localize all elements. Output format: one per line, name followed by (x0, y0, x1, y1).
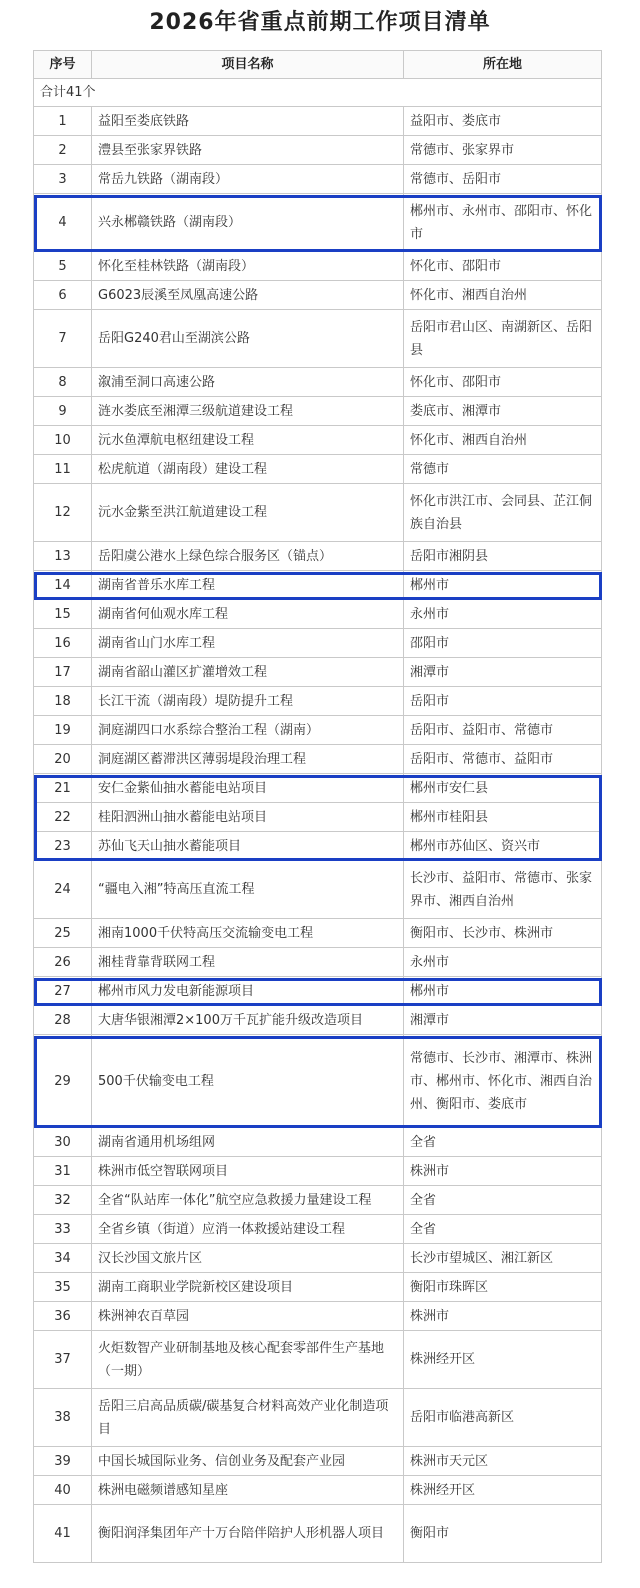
project-location: 郴州市、永州市、邵阳市、怀化市 (404, 194, 602, 252)
project-location: 全省 (404, 1128, 602, 1157)
table-row (34, 107, 602, 136)
project-location: 怀化市、湘西自治州 (404, 426, 602, 455)
project-location: 益阳市、娄底市 (404, 107, 602, 136)
project-location: 株洲市天元区 (404, 1447, 602, 1476)
row-number: 17 (34, 658, 92, 687)
table-row (34, 1244, 602, 1273)
project-location: 郴州市桂阳县 (404, 803, 602, 832)
header-no: 序号 (34, 51, 92, 79)
table-row (34, 1331, 602, 1389)
row-number: 7 (34, 310, 92, 368)
project-location: 岳阳市君山区、南湖新区、岳阳县 (404, 310, 602, 368)
row-number: 1 (34, 107, 92, 136)
header-name: 项目名称 (92, 51, 404, 79)
row-number: 25 (34, 919, 92, 948)
project-location: 郴州市安仁县 (404, 774, 602, 803)
table-row (34, 774, 602, 803)
table-row (34, 165, 602, 194)
table-row (34, 1035, 602, 1128)
total-row (34, 79, 602, 107)
project-location: 全省 (404, 1186, 602, 1215)
table-row (34, 629, 602, 658)
project-location: 岳阳市临港高新区 (404, 1389, 602, 1447)
project-location: 娄底市、湘潭市 (404, 397, 602, 426)
table-row (34, 310, 602, 368)
project-name: 岳阳虞公港水上绿色综合服务区（锚点） (92, 542, 404, 571)
project-name: 株洲神农百草园 (92, 1302, 404, 1331)
project-location: 怀化市、邵阳市 (404, 252, 602, 281)
row-number: 41 (34, 1505, 92, 1563)
table-row (34, 745, 602, 774)
row-number: 38 (34, 1389, 92, 1447)
project-location: 郴州市 (404, 977, 602, 1006)
row-number: 29 (34, 1035, 92, 1128)
project-name: 湖南工商职业学院新校区建设项目 (92, 1273, 404, 1302)
total-count: 合计41个 (34, 79, 602, 107)
row-number: 23 (34, 832, 92, 861)
table-row (34, 1302, 602, 1331)
row-number: 24 (34, 861, 92, 919)
project-location: 株洲市 (404, 1302, 602, 1331)
project-name: 湘南1000千伏特高压交流输变电工程 (92, 919, 404, 948)
table-row (34, 803, 602, 832)
row-number: 4 (34, 194, 92, 252)
table-row (34, 252, 602, 281)
row-number: 40 (34, 1476, 92, 1505)
project-location: 岳阳市湘阴县 (404, 542, 602, 571)
project-name: 株洲电磁频谱感知星座 (92, 1476, 404, 1505)
project-name: 桂阳泗洲山抽水蓄能电站项目 (92, 803, 404, 832)
row-number: 34 (34, 1244, 92, 1273)
project-name: 常岳九铁路（湖南段） (92, 165, 404, 194)
row-number: 2 (34, 136, 92, 165)
project-location: 岳阳市、益阳市、常德市 (404, 716, 602, 745)
row-number: 13 (34, 542, 92, 571)
row-number: 32 (34, 1186, 92, 1215)
project-name: 涟水娄底至湘潭三级航道建设工程 (92, 397, 404, 426)
row-number: 15 (34, 600, 92, 629)
project-location: 邵阳市 (404, 629, 602, 658)
row-number: 27 (34, 977, 92, 1006)
project-name: 沅水鱼潭航电枢纽建设工程 (92, 426, 404, 455)
project-location: 株洲经开区 (404, 1476, 602, 1505)
project-location: 常德市、岳阳市 (404, 165, 602, 194)
table-row (34, 948, 602, 977)
table-row (34, 1273, 602, 1302)
project-location: 岳阳市、常德市、益阳市 (404, 745, 602, 774)
project-name: 沅水金紫至洪江航道建设工程 (92, 484, 404, 542)
table-row (34, 1447, 602, 1476)
table-row (34, 397, 602, 426)
row-number: 31 (34, 1157, 92, 1186)
project-name: 500千伏输变电工程 (92, 1035, 404, 1128)
row-number: 16 (34, 629, 92, 658)
project-location: 衡阳市、长沙市、株洲市 (404, 919, 602, 948)
project-name: 湖南省普乐水库工程 (92, 571, 404, 600)
table-row (34, 1505, 602, 1563)
table-row (34, 571, 602, 600)
project-name: 苏仙飞天山抽水蓄能项目 (92, 832, 404, 861)
project-location: 常德市、长沙市、湘潭市、株洲市、郴州市、怀化市、湘西自治州、衡阳市、娄底市 (404, 1035, 602, 1128)
project-name: 株洲市低空智联网项目 (92, 1157, 404, 1186)
row-number: 22 (34, 803, 92, 832)
project-name: 全省“队站库一体化”航空应急救援力量建设工程 (92, 1186, 404, 1215)
table-row (34, 1215, 602, 1244)
project-location: 怀化市、邵阳市 (404, 368, 602, 397)
project-location: 湘潭市 (404, 658, 602, 687)
project-name: 安仁金紫仙抽水蓄能电站项目 (92, 774, 404, 803)
project-location: 衡阳市 (404, 1505, 602, 1563)
table-row (34, 194, 602, 252)
project-name: 溆浦至洞口高速公路 (92, 368, 404, 397)
project-location: 株洲经开区 (404, 1331, 602, 1389)
table-row (34, 658, 602, 687)
row-number: 11 (34, 455, 92, 484)
table-row (34, 716, 602, 745)
row-number: 6 (34, 281, 92, 310)
project-location: 长沙市、益阳市、常德市、张家界市、湘西自治州 (404, 861, 602, 919)
row-number: 8 (34, 368, 92, 397)
table-row (34, 832, 602, 861)
project-name: “疆电入湘”特高压直流工程 (92, 861, 404, 919)
table-row (34, 687, 602, 716)
project-name: 湖南省韶山灌区扩灌增效工程 (92, 658, 404, 687)
table-row (34, 1476, 602, 1505)
project-name: 洞庭湖区蓄滞洪区薄弱堤段治理工程 (92, 745, 404, 774)
project-location: 怀化市、湘西自治州 (404, 281, 602, 310)
row-number: 14 (34, 571, 92, 600)
project-name: 怀化至桂林铁路（湖南段） (92, 252, 404, 281)
project-name: 全省乡镇（街道）应消一体救援站建设工程 (92, 1215, 404, 1244)
project-name: 岳阳G240君山至湖滨公路 (92, 310, 404, 368)
table-row (34, 136, 602, 165)
row-number: 35 (34, 1273, 92, 1302)
project-name: 湘桂背靠背联网工程 (92, 948, 404, 977)
project-location: 岳阳市 (404, 687, 602, 716)
project-location: 衡阳市珠晖区 (404, 1273, 602, 1302)
row-number: 33 (34, 1215, 92, 1244)
project-name: 澧县至张家界铁路 (92, 136, 404, 165)
project-location: 湘潭市 (404, 1006, 602, 1035)
table-row (34, 1128, 602, 1157)
row-number: 9 (34, 397, 92, 426)
project-location: 永州市 (404, 600, 602, 629)
project-name: 大唐华银湘潭2×100万千瓦扩能升级改造项目 (92, 1006, 404, 1035)
project-name: G6023辰溪至凤凰高速公路 (92, 281, 404, 310)
row-number: 10 (34, 426, 92, 455)
row-number: 5 (34, 252, 92, 281)
page-title: 2026年省重点前期工作项目清单 (149, 10, 491, 35)
project-name: 松虎航道（湖南段）建设工程 (92, 455, 404, 484)
row-number: 30 (34, 1128, 92, 1157)
project-table (33, 50, 602, 1563)
project-name: 衡阳润泽集团年产十万台陪伴陪护人形机器人项目 (92, 1505, 404, 1563)
row-number: 26 (34, 948, 92, 977)
table-row (34, 600, 602, 629)
row-number: 37 (34, 1331, 92, 1389)
table-row (34, 977, 602, 1006)
project-name: 益阳至娄底铁路 (92, 107, 404, 136)
project-name: 汉长沙国文旅片区 (92, 1244, 404, 1273)
project-name: 湖南省通用机场组网 (92, 1128, 404, 1157)
row-number: 20 (34, 745, 92, 774)
project-name: 岳阳三启高品质碳/碳基复合材料高效产业化制造项目 (92, 1389, 404, 1447)
row-number: 12 (34, 484, 92, 542)
project-location: 株洲市 (404, 1157, 602, 1186)
table-row (34, 1157, 602, 1186)
row-number: 39 (34, 1447, 92, 1476)
table-row (34, 919, 602, 948)
row-number: 28 (34, 1006, 92, 1035)
table-row (34, 368, 602, 397)
project-name: 长江干流（湖南段）堤防提升工程 (92, 687, 404, 716)
project-name: 湖南省山门水库工程 (92, 629, 404, 658)
table-row (34, 1389, 602, 1447)
project-location: 常德市、张家界市 (404, 136, 602, 165)
project-name: 中国长城国际业务、信创业务及配套产业园 (92, 1447, 404, 1476)
project-location: 郴州市 (404, 571, 602, 600)
row-number: 21 (34, 774, 92, 803)
table-row (34, 542, 602, 571)
table-row (34, 484, 602, 542)
project-name: 洞庭湖四口水系综合整治工程（湖南） (92, 716, 404, 745)
project-location: 永州市 (404, 948, 602, 977)
project-location: 常德市 (404, 455, 602, 484)
table-row (34, 426, 602, 455)
table-row (34, 1186, 602, 1215)
table-row (34, 455, 602, 484)
table-row (34, 1006, 602, 1035)
table-row (34, 281, 602, 310)
row-number: 36 (34, 1302, 92, 1331)
project-location: 怀化市洪江市、会同县、芷江侗族自治县 (404, 484, 602, 542)
project-name: 火炬数智产业研制基地及核心配套零部件生产基地（一期） (92, 1331, 404, 1389)
project-name: 郴州市风力发电新能源项目 (92, 977, 404, 1006)
table-header-row (34, 51, 602, 79)
project-location: 全省 (404, 1215, 602, 1244)
project-location: 郴州市苏仙区、资兴市 (404, 832, 602, 861)
project-name: 湖南省何仙观水库工程 (92, 600, 404, 629)
row-number: 18 (34, 687, 92, 716)
row-number: 19 (34, 716, 92, 745)
project-location: 长沙市望城区、湘江新区 (404, 1244, 602, 1273)
row-number: 3 (34, 165, 92, 194)
project-name: 兴永郴赣铁路（湖南段） (92, 194, 404, 252)
table-row (34, 861, 602, 919)
header-location: 所在地 (404, 51, 602, 79)
